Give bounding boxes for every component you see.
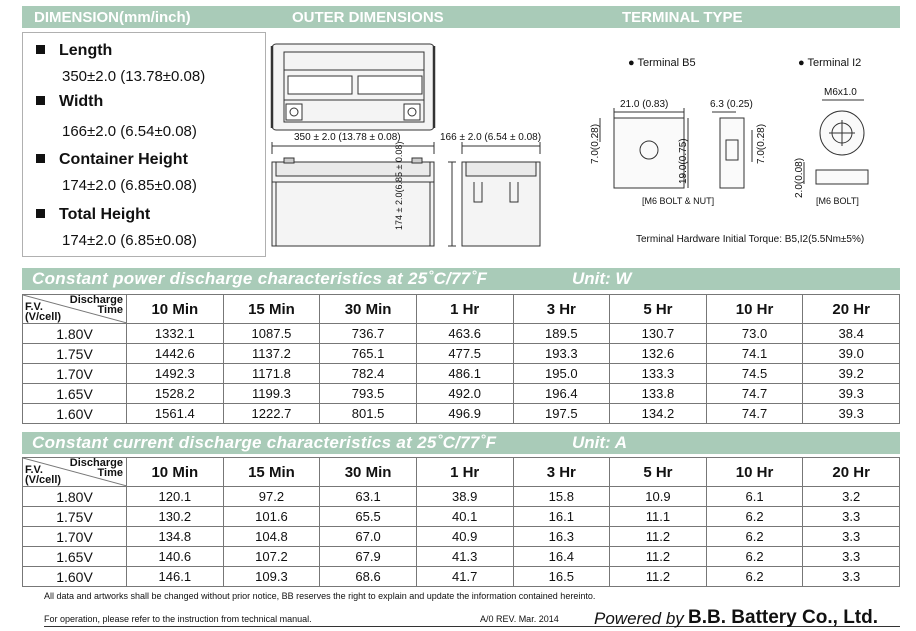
value-cell: 11.1: [610, 507, 707, 527]
value-cell: 16.4: [513, 547, 610, 567]
value-cell: 109.3: [223, 567, 320, 587]
disclaimer-text: All data and artworks shall be changed without prior notice, BB reserves the right to explain and update the information contained hereinto.: [44, 591, 596, 601]
value-cell: 16.1: [513, 507, 610, 527]
battery-side-view: [272, 142, 434, 246]
corner-vcell: (V/cell): [25, 311, 62, 323]
value-cell: 65.5: [320, 507, 417, 527]
table-row: [23, 487, 900, 507]
table-row: [23, 384, 900, 404]
table-row: [23, 547, 900, 567]
time-header: 10 Min: [127, 458, 224, 487]
value-cell: 68.6: [320, 567, 417, 587]
current-unit: Unit: A: [572, 433, 628, 452]
value-cell: 16.5: [513, 567, 610, 587]
current-section-header: [22, 432, 900, 454]
value-cell: 146.1: [127, 567, 224, 587]
final-voltage-cell: 1.70V: [23, 527, 127, 547]
value-cell: 1442.6: [127, 344, 224, 364]
b5-thickness-dim: 6.3 (0.25): [710, 99, 753, 110]
table-row: [23, 324, 900, 344]
i2-thread-label: M6x1.0: [824, 87, 857, 98]
time-header: 20 Hr: [803, 458, 900, 487]
time-header: 20 Hr: [803, 295, 900, 324]
value-cell: 3.3: [803, 567, 900, 587]
spec-width-value: 166±2.0 (6.54±0.08): [62, 123, 197, 140]
table-row: [23, 404, 900, 424]
value-cell: 6.2: [706, 507, 803, 527]
value-cell: 140.6: [127, 547, 224, 567]
height-dimension: 174 ± 2.0(6.85 ± 0.08): [394, 141, 404, 230]
current-corner-cell: [23, 458, 127, 487]
value-cell: 73.0: [706, 324, 803, 344]
value-cell: 39.3: [803, 404, 900, 424]
time-header: 1 Hr: [416, 458, 513, 487]
operation-note: For operation, please refer to the instruction from technical manual.: [44, 614, 312, 624]
current-header-row: [23, 458, 900, 487]
time-header: 10 Hr: [706, 295, 803, 324]
width-dimension: 166 ± 2.0 (6.54 ± 0.08): [440, 132, 542, 143]
final-voltage-cell: 1.65V: [23, 547, 127, 567]
value-cell: 193.3: [513, 344, 610, 364]
final-voltage-cell: 1.75V: [23, 507, 127, 527]
corner-time: Time: [97, 467, 123, 479]
power-header-row: [23, 295, 900, 324]
value-cell: 793.5: [320, 384, 417, 404]
final-voltage-cell: 1.60V: [23, 404, 127, 424]
final-voltage-cell: 1.65V: [23, 384, 127, 404]
battery-end-view: [448, 142, 540, 246]
value-cell: 74.5: [706, 364, 803, 384]
value-cell: 133.8: [610, 384, 707, 404]
current-title: Constant current discharge characteristics at 25˚C/77˚F: [32, 433, 497, 452]
value-cell: 486.1: [416, 364, 513, 384]
value-cell: 133.3: [610, 364, 707, 384]
time-header: 10 Min: [127, 295, 224, 324]
value-cell: 41.3: [416, 547, 513, 567]
value-cell: 39.0: [803, 344, 900, 364]
value-cell: 39.2: [803, 364, 900, 384]
power-unit: Unit: W: [572, 269, 632, 288]
value-cell: 16.3: [513, 527, 610, 547]
spec-container-height-label: Container Height: [59, 151, 188, 168]
i2-height-dim: 2.0(0.08): [794, 157, 805, 198]
value-cell: 67.9: [320, 547, 417, 567]
value-cell: 11.2: [610, 527, 707, 547]
dimension-section: [22, 32, 900, 257]
time-header: 30 Min: [320, 458, 417, 487]
b5-width-dim: 21.0 (0.83): [620, 99, 669, 110]
corner-discharge: Discharge: [69, 458, 123, 469]
value-cell: 6.2: [706, 527, 803, 547]
value-cell: 1222.7: [223, 404, 320, 424]
value-cell: 11.2: [610, 547, 707, 567]
value-cell: 1332.1: [127, 324, 224, 344]
time-header: 5 Hr: [610, 295, 707, 324]
terminal-b5-drawing: [600, 108, 752, 188]
value-cell: 130.7: [610, 324, 707, 344]
dimension-header-bar: [22, 6, 900, 28]
value-cell: 477.5: [416, 344, 513, 364]
final-voltage-cell: 1.75V: [23, 344, 127, 364]
value-cell: 801.5: [320, 404, 417, 424]
corner-time: Time: [97, 304, 123, 316]
time-header: 3 Hr: [513, 295, 610, 324]
b5-height-1-dim: 7.0(0.28): [590, 123, 601, 164]
value-cell: 104.8: [223, 527, 320, 547]
time-header: 15 Min: [223, 458, 320, 487]
spec-total-height-label: Total Height: [59, 206, 151, 223]
terminal-i2-drawing: [804, 100, 868, 184]
value-cell: 1171.8: [223, 364, 320, 384]
outer-dimensions-drawing: [22, 32, 900, 257]
i2-caption: [M6 BOLT]: [816, 196, 859, 206]
power-corner-cell: [23, 295, 127, 324]
value-cell: 1087.5: [223, 324, 320, 344]
corner-fv: F.V.: [25, 464, 43, 476]
table-row: [23, 527, 900, 547]
dimension-heading: DIMENSION(mm/inch): [34, 9, 191, 26]
value-cell: 1199.3: [223, 384, 320, 404]
table-row: [23, 507, 900, 527]
value-cell: 101.6: [223, 507, 320, 527]
value-cell: 67.0: [320, 527, 417, 547]
terminal-type-heading: TERMINAL TYPE: [622, 9, 743, 26]
value-cell: 3.3: [803, 527, 900, 547]
spec-total-height-value: 174±2.0 (6.85±0.08): [62, 232, 197, 249]
value-cell: 63.1: [320, 487, 417, 507]
current-discharge-table: [22, 457, 900, 587]
value-cell: 197.5: [513, 404, 610, 424]
spec-length-label: Length: [59, 42, 113, 59]
value-cell: 6.1: [706, 487, 803, 507]
value-cell: 11.2: [610, 567, 707, 587]
value-cell: 74.7: [706, 384, 803, 404]
outer-dimensions-heading: OUTER DIMENSIONS: [292, 9, 444, 26]
value-cell: 195.0: [513, 364, 610, 384]
value-cell: 39.3: [803, 384, 900, 404]
final-voltage-cell: 1.80V: [23, 487, 127, 507]
value-cell: 40.1: [416, 507, 513, 527]
battery-top-view: [272, 44, 434, 130]
corner-discharge: Discharge: [69, 295, 123, 306]
value-cell: 196.4: [513, 384, 610, 404]
table-row: [23, 567, 900, 587]
terminal-b5-title: ● Terminal B5: [628, 57, 696, 69]
value-cell: 130.2: [127, 507, 224, 527]
value-cell: 189.5: [513, 324, 610, 344]
power-section-header: [22, 268, 900, 290]
value-cell: 6.2: [706, 567, 803, 587]
value-cell: 41.7: [416, 567, 513, 587]
value-cell: 120.1: [127, 487, 224, 507]
value-cell: 10.9: [610, 487, 707, 507]
time-header: 30 Min: [320, 295, 417, 324]
value-cell: 38.9: [416, 487, 513, 507]
final-voltage-cell: 1.60V: [23, 567, 127, 587]
value-cell: 74.1: [706, 344, 803, 364]
value-cell: 1561.4: [127, 404, 224, 424]
value-cell: 15.8: [513, 487, 610, 507]
value-cell: 134.2: [610, 404, 707, 424]
value-cell: 765.1: [320, 344, 417, 364]
corner-fv: F.V.: [25, 301, 43, 313]
value-cell: 3.3: [803, 507, 900, 527]
company-name: B.B. Battery Co., Ltd.: [688, 607, 879, 628]
value-cell: 782.4: [320, 364, 417, 384]
power-title: Constant power discharge characteristics at 25˚C/77˚F: [32, 269, 488, 288]
final-voltage-cell: 1.80V: [23, 324, 127, 344]
value-cell: 107.2: [223, 547, 320, 567]
value-cell: 74.7: [706, 404, 803, 424]
value-cell: 492.0: [416, 384, 513, 404]
value-cell: 736.7: [320, 324, 417, 344]
value-cell: 3.2: [803, 487, 900, 507]
value-cell: 3.3: [803, 547, 900, 567]
b5-height-3-dim: 7.0(0.28): [756, 123, 767, 164]
value-cell: 1492.3: [127, 364, 224, 384]
time-header: 1 Hr: [416, 295, 513, 324]
value-cell: 97.2: [223, 487, 320, 507]
terminal-i2-title: ● Terminal I2: [798, 57, 862, 69]
torque-note: Terminal Hardware Initial Torque: B5,I2(5.5Nm±5%): [636, 234, 865, 245]
time-header: 3 Hr: [513, 458, 610, 487]
table-row: [23, 344, 900, 364]
value-cell: 463.6: [416, 324, 513, 344]
value-cell: 6.2: [706, 547, 803, 567]
spec-length-value: 350±2.0 (13.78±0.08): [62, 68, 206, 85]
revision-label: A/0 REV. Mar. 2014: [480, 614, 559, 624]
time-header: 10 Hr: [706, 458, 803, 487]
spec-container-height-value: 174±2.0 (6.85±0.08): [62, 177, 197, 194]
b5-height-2-dim: 19.0(0.75): [678, 138, 689, 184]
b5-caption: [M6 BOLT & NUT]: [642, 196, 715, 206]
value-cell: 496.9: [416, 404, 513, 424]
value-cell: 1528.2: [127, 384, 224, 404]
power-discharge-table: [22, 294, 900, 424]
spec-width-label: Width: [59, 93, 104, 110]
corner-vcell: (V/cell): [25, 474, 62, 486]
value-cell: 134.8: [127, 527, 224, 547]
value-cell: 1137.2: [223, 344, 320, 364]
table-row: [23, 364, 900, 384]
value-cell: 38.4: [803, 324, 900, 344]
value-cell: 40.9: [416, 527, 513, 547]
length-dimension: 350 ± 2.0 (13.78 ± 0.08): [294, 132, 401, 143]
powered-by: Powered by: [594, 609, 684, 628]
value-cell: 132.6: [610, 344, 707, 364]
time-header: 15 Min: [223, 295, 320, 324]
time-header: 5 Hr: [610, 458, 707, 487]
final-voltage-cell: 1.70V: [23, 364, 127, 384]
